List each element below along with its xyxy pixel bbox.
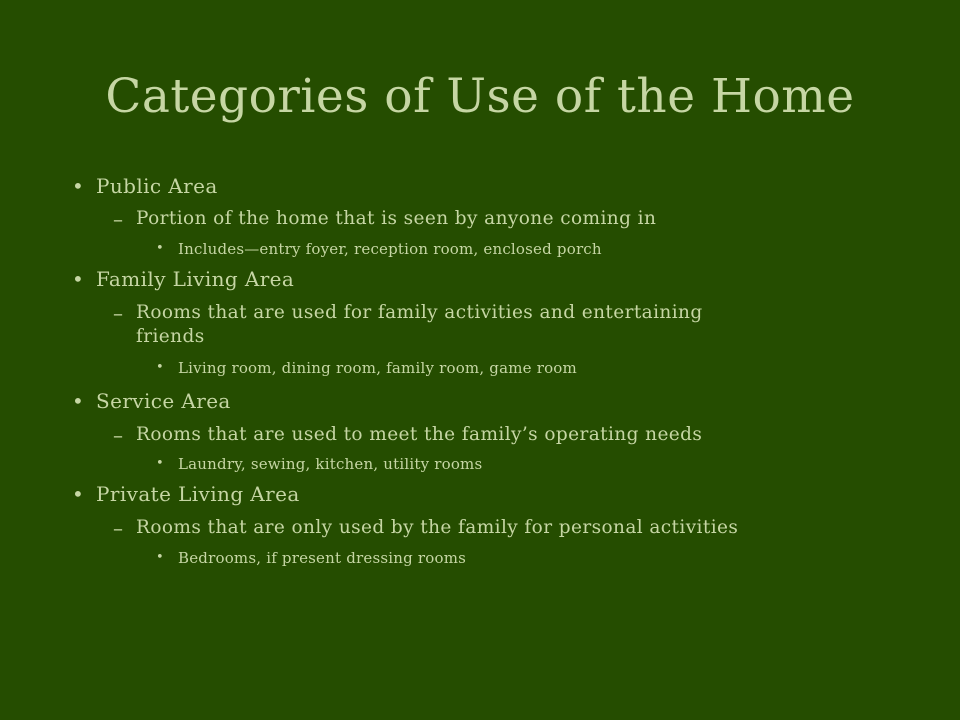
bullet-level2-marker: –	[113, 301, 123, 325]
section-subpoint-family-living-area-line2: friends	[136, 326, 205, 347]
section-heading-service-area: Service Area	[96, 389, 231, 413]
section-heading-private-living-area: Private Living Area	[96, 482, 300, 506]
bullet-level1-marker: •	[72, 267, 84, 291]
bullet-level3-marker: •	[156, 550, 164, 565]
bullet-level2-marker: –	[113, 207, 123, 231]
bullet-level2-marker: –	[113, 423, 123, 447]
section-detail-private-living-area: Bedrooms, if present dressing rooms	[178, 549, 467, 567]
bullet-level2-marker: –	[113, 516, 123, 540]
section-detail-service-area: Laundry, sewing, kitchen, utility rooms	[178, 455, 483, 473]
bullet-level1-marker: •	[72, 389, 84, 413]
section-heading-family-living-area: Family Living Area	[96, 267, 295, 291]
bullet-level1-marker: •	[72, 174, 84, 198]
bullet-level1-marker: •	[72, 482, 84, 506]
bullet-level3-marker: •	[156, 241, 164, 256]
section-detail-public-area: Includes—entry foyer, reception room, enclosed porch	[178, 240, 602, 258]
slide-title: Categories of Use of the Home	[105, 69, 855, 124]
bullet-level3-marker: •	[156, 456, 164, 471]
section-subpoint-public-area: Portion of the home that is seen by anyone coming in	[136, 208, 657, 229]
section-subpoint-service-area: Rooms that are used to meet the family’s operating needs	[136, 424, 703, 445]
bullet-level3-marker: •	[156, 360, 164, 375]
section-detail-family-living-area: Living room, dining room, family room, game room	[178, 359, 577, 377]
section-subpoint-private-living-area: Rooms that are only used by the family for personal activities	[136, 517, 739, 538]
section-subpoint-family-living-area-line1: Rooms that are used for family activities and entertaining	[136, 302, 703, 323]
section-heading-public-area: Public Area	[96, 174, 218, 198]
